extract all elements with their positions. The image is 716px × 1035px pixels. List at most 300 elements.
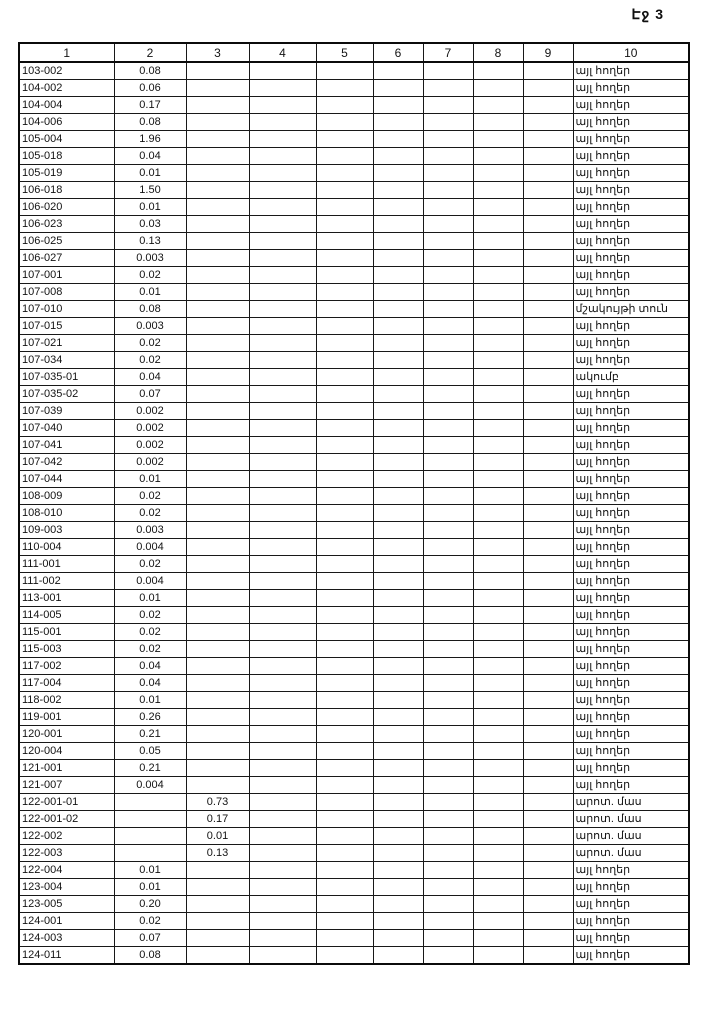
- cell-empty: [423, 590, 473, 607]
- cell-parcel-code: 106-027: [19, 250, 114, 267]
- cell-parcel-code: 113-001: [19, 590, 114, 607]
- cell-empty: [523, 777, 573, 794]
- cell-empty: [473, 437, 523, 454]
- cell-empty: [373, 573, 423, 590]
- cell-area-col3: [186, 896, 249, 913]
- cell-empty: [373, 607, 423, 624]
- table-row: [19, 692, 689, 709]
- table-header-row: [19, 43, 689, 62]
- cell-empty: [423, 148, 473, 165]
- cell-empty: [373, 471, 423, 488]
- cell-empty: [423, 658, 473, 675]
- cell-empty: [249, 182, 316, 199]
- cell-parcel-code: 107-021: [19, 335, 114, 352]
- cell-area-col2: 0.04: [114, 658, 186, 675]
- cell-parcel-code: 106-023: [19, 216, 114, 233]
- cell-empty: [523, 437, 573, 454]
- table-row: [19, 675, 689, 692]
- table-row: [19, 556, 689, 573]
- column-header: 4: [249, 43, 316, 62]
- cell-area-col3: [186, 250, 249, 267]
- cell-empty: [316, 607, 373, 624]
- cell-empty: [373, 505, 423, 522]
- cell-parcel-code: 111-001: [19, 556, 114, 573]
- table-row: [19, 403, 689, 420]
- table-row: [19, 811, 689, 828]
- cell-area-col2: 0.002: [114, 454, 186, 471]
- cell-area-col2: 0.01: [114, 284, 186, 301]
- cell-parcel-code: 122-001-02: [19, 811, 114, 828]
- cell-parcel-code: 103-002: [19, 62, 114, 80]
- cell-parcel-code: 108-010: [19, 505, 114, 522]
- cell-empty: [373, 913, 423, 930]
- table-row: [19, 114, 689, 131]
- cell-empty: [473, 726, 523, 743]
- cell-empty: [316, 488, 373, 505]
- cell-area-col2: 0.02: [114, 335, 186, 352]
- cell-empty: [473, 811, 523, 828]
- cell-empty: [423, 522, 473, 539]
- cell-area-col2: 0.02: [114, 505, 186, 522]
- cell-parcel-code: 107-040: [19, 420, 114, 437]
- cell-parcel-code: 106-018: [19, 182, 114, 199]
- column-header: 8: [473, 43, 523, 62]
- cell-empty: [316, 624, 373, 641]
- cell-empty: [473, 199, 523, 216]
- cell-area-col2: 1.96: [114, 131, 186, 148]
- cell-empty: [249, 624, 316, 641]
- cell-area-col2: 0.003: [114, 522, 186, 539]
- cell-area-col3: [186, 284, 249, 301]
- cell-area-col2: 0.003: [114, 318, 186, 335]
- cell-area-col3: [186, 420, 249, 437]
- table-row: [19, 913, 689, 930]
- cell-empty: [473, 692, 523, 709]
- cell-land-type: այլ հողեր: [573, 913, 689, 930]
- cell-empty: [523, 488, 573, 505]
- cell-land-type: արոտ. մաս: [573, 828, 689, 845]
- cell-empty: [249, 318, 316, 335]
- cell-area-col2: 0.01: [114, 692, 186, 709]
- cell-empty: [373, 930, 423, 947]
- cell-area-col2: 0.02: [114, 488, 186, 505]
- cell-area-col3: [186, 556, 249, 573]
- cell-area-col2: 0.002: [114, 403, 186, 420]
- cell-area-col3: 0.73: [186, 794, 249, 811]
- cell-empty: [373, 420, 423, 437]
- cell-empty: [423, 80, 473, 97]
- cell-empty: [316, 641, 373, 658]
- cell-empty: [523, 284, 573, 301]
- cell-empty: [316, 675, 373, 692]
- cell-empty: [373, 709, 423, 726]
- cell-empty: [249, 777, 316, 794]
- cell-empty: [523, 913, 573, 930]
- cell-area-col3: [186, 97, 249, 114]
- cell-empty: [473, 148, 523, 165]
- cell-empty: [316, 62, 373, 80]
- table-row: [19, 845, 689, 862]
- cell-empty: [473, 233, 523, 250]
- cell-land-type: այլ հողեր: [573, 777, 689, 794]
- cell-parcel-code: 121-007: [19, 777, 114, 794]
- cell-empty: [423, 624, 473, 641]
- cell-parcel-code: 110-004: [19, 539, 114, 556]
- cell-empty: [473, 947, 523, 965]
- cell-area-col3: [186, 454, 249, 471]
- cell-area-col2: 0.17: [114, 97, 186, 114]
- cell-area-col2: 0.03: [114, 216, 186, 233]
- cell-land-type: այլ հողեր: [573, 386, 689, 403]
- cell-empty: [249, 199, 316, 216]
- cell-empty: [423, 777, 473, 794]
- cell-empty: [249, 896, 316, 913]
- cell-empty: [473, 505, 523, 522]
- cell-land-type: այլ հողեր: [573, 692, 689, 709]
- cell-empty: [423, 743, 473, 760]
- cell-land-type: այլ հողեր: [573, 148, 689, 165]
- cell-empty: [316, 896, 373, 913]
- cell-empty: [249, 811, 316, 828]
- cell-empty: [523, 607, 573, 624]
- cell-land-type: այլ հողեր: [573, 437, 689, 454]
- cell-empty: [373, 692, 423, 709]
- cell-area-col2: 0.21: [114, 760, 186, 777]
- cell-land-type: այլ հողեր: [573, 709, 689, 726]
- table-row: [19, 97, 689, 114]
- cell-land-type: արոտ. մաս: [573, 845, 689, 862]
- cell-land-type: այլ հողեր: [573, 556, 689, 573]
- column-header: 2: [114, 43, 186, 62]
- cell-land-type: այլ հողեր: [573, 590, 689, 607]
- cell-area-col3: [186, 930, 249, 947]
- cell-empty: [423, 794, 473, 811]
- cell-area-col3: [186, 148, 249, 165]
- cell-empty: [373, 879, 423, 896]
- cell-land-type: այլ հողեր: [573, 573, 689, 590]
- cell-empty: [316, 726, 373, 743]
- cell-empty: [373, 318, 423, 335]
- cell-land-type: այլ հողեր: [573, 420, 689, 437]
- cell-empty: [523, 199, 573, 216]
- cell-land-type: այլ հողեր: [573, 403, 689, 420]
- cell-land-type: այլ հողեր: [573, 165, 689, 182]
- cell-area-col2: 0.002: [114, 420, 186, 437]
- cell-empty: [473, 760, 523, 777]
- cell-empty: [423, 709, 473, 726]
- cell-empty: [373, 947, 423, 965]
- cell-parcel-code: 104-004: [19, 97, 114, 114]
- cell-empty: [316, 794, 373, 811]
- table-row: [19, 454, 689, 471]
- cell-empty: [473, 80, 523, 97]
- table-row: [19, 896, 689, 913]
- cell-parcel-code: 124-011: [19, 947, 114, 965]
- cell-empty: [373, 97, 423, 114]
- cell-empty: [423, 386, 473, 403]
- cell-empty: [423, 301, 473, 318]
- cell-empty: [373, 811, 423, 828]
- cell-empty: [523, 862, 573, 879]
- cell-empty: [249, 590, 316, 607]
- cell-empty: [316, 437, 373, 454]
- cell-area-col2: 0.01: [114, 199, 186, 216]
- cell-land-type: այլ հողեր: [573, 726, 689, 743]
- cell-land-type: այլ հողեր: [573, 250, 689, 267]
- cell-empty: [316, 335, 373, 352]
- cell-land-type: այլ հողեր: [573, 131, 689, 148]
- cell-empty: [249, 658, 316, 675]
- land-parcel-table: [18, 42, 690, 965]
- cell-empty: [423, 488, 473, 505]
- cell-empty: [316, 930, 373, 947]
- cell-area-col3: [186, 386, 249, 403]
- table-row: [19, 369, 689, 386]
- cell-land-type: այլ հողեր: [573, 335, 689, 352]
- cell-empty: [249, 131, 316, 148]
- page-number-label: Էջ 3: [631, 6, 664, 22]
- cell-area-col2: 0.002: [114, 437, 186, 454]
- cell-land-type: այլ հողեր: [573, 862, 689, 879]
- cell-empty: [473, 352, 523, 369]
- cell-parcel-code: 107-001: [19, 267, 114, 284]
- column-header: 3: [186, 43, 249, 62]
- cell-empty: [373, 335, 423, 352]
- cell-empty: [316, 148, 373, 165]
- cell-empty: [473, 182, 523, 199]
- cell-empty: [423, 199, 473, 216]
- cell-empty: [473, 743, 523, 760]
- table-row: [19, 80, 689, 97]
- cell-empty: [523, 62, 573, 80]
- cell-land-type: արոտ. մաս: [573, 794, 689, 811]
- cell-empty: [316, 284, 373, 301]
- cell-empty: [423, 505, 473, 522]
- cell-empty: [423, 62, 473, 80]
- cell-empty: [249, 352, 316, 369]
- cell-empty: [523, 471, 573, 488]
- table-row: [19, 505, 689, 522]
- cell-empty: [316, 386, 373, 403]
- cell-empty: [249, 607, 316, 624]
- table-row: [19, 335, 689, 352]
- cell-parcel-code: 107-039: [19, 403, 114, 420]
- cell-area-col3: [186, 777, 249, 794]
- cell-empty: [423, 641, 473, 658]
- cell-parcel-code: 117-004: [19, 675, 114, 692]
- cell-area-col2: [114, 811, 186, 828]
- cell-empty: [473, 369, 523, 386]
- cell-land-type: այլ հողեր: [573, 80, 689, 97]
- cell-empty: [373, 828, 423, 845]
- cell-empty: [423, 539, 473, 556]
- cell-empty: [373, 641, 423, 658]
- cell-empty: [523, 301, 573, 318]
- cell-area-col3: [186, 879, 249, 896]
- column-header: 9: [523, 43, 573, 62]
- cell-area-col3: [186, 913, 249, 930]
- cell-empty: [423, 879, 473, 896]
- cell-empty: [523, 182, 573, 199]
- cell-empty: [249, 471, 316, 488]
- cell-area-col2: 0.08: [114, 62, 186, 80]
- cell-land-type: այլ հողեր: [573, 947, 689, 965]
- cell-empty: [316, 760, 373, 777]
- cell-empty: [249, 97, 316, 114]
- table-row: [19, 726, 689, 743]
- cell-empty: [473, 131, 523, 148]
- cell-empty: [373, 165, 423, 182]
- cell-land-type: մշակույթի տուն: [573, 301, 689, 318]
- cell-empty: [249, 284, 316, 301]
- cell-empty: [523, 675, 573, 692]
- cell-empty: [249, 947, 316, 965]
- cell-empty: [373, 199, 423, 216]
- cell-empty: [249, 62, 316, 80]
- cell-area-col2: 0.004: [114, 573, 186, 590]
- cell-empty: [316, 862, 373, 879]
- cell-area-col2: 1.50: [114, 182, 186, 199]
- cell-land-type: այլ հողեր: [573, 641, 689, 658]
- table-row: [19, 624, 689, 641]
- cell-area-col3: 0.01: [186, 828, 249, 845]
- cell-empty: [316, 131, 373, 148]
- cell-empty: [373, 675, 423, 692]
- cell-land-type: այլ հողեր: [573, 522, 689, 539]
- cell-area-col2: 0.06: [114, 80, 186, 97]
- cell-parcel-code: 108-009: [19, 488, 114, 505]
- cell-area-col3: [186, 726, 249, 743]
- cell-land-type: այլ հողեր: [573, 471, 689, 488]
- cell-land-type: այլ հողեր: [573, 607, 689, 624]
- cell-parcel-code: 123-005: [19, 896, 114, 913]
- cell-empty: [373, 216, 423, 233]
- cell-empty: [423, 675, 473, 692]
- cell-empty: [423, 369, 473, 386]
- table-row: [19, 862, 689, 879]
- cell-area-col3: [186, 862, 249, 879]
- cell-area-col2: 0.08: [114, 947, 186, 965]
- cell-parcel-code: 107-044: [19, 471, 114, 488]
- cell-empty: [473, 862, 523, 879]
- cell-land-type: այլ հողեր: [573, 505, 689, 522]
- cell-empty: [249, 522, 316, 539]
- cell-empty: [316, 165, 373, 182]
- cell-empty: [316, 301, 373, 318]
- cell-empty: [249, 250, 316, 267]
- cell-land-type: այլ հողեր: [573, 624, 689, 641]
- cell-area-col2: 0.004: [114, 777, 186, 794]
- cell-empty: [373, 182, 423, 199]
- cell-area-col2: 0.01: [114, 471, 186, 488]
- cell-empty: [523, 454, 573, 471]
- cell-area-col3: [186, 743, 249, 760]
- cell-area-col2: 0.04: [114, 369, 186, 386]
- cell-land-type: այլ հողեր: [573, 114, 689, 131]
- cell-empty: [373, 62, 423, 80]
- table-row: [19, 930, 689, 947]
- cell-empty: [423, 862, 473, 879]
- cell-area-col3: [186, 505, 249, 522]
- cell-empty: [473, 488, 523, 505]
- cell-parcel-code: 107-041: [19, 437, 114, 454]
- column-header: 1: [19, 43, 114, 62]
- cell-empty: [473, 403, 523, 420]
- cell-empty: [249, 114, 316, 131]
- cell-area-col3: [186, 131, 249, 148]
- cell-land-type: այլ հողեր: [573, 216, 689, 233]
- cell-area-col3: 0.13: [186, 845, 249, 862]
- cell-empty: [523, 947, 573, 965]
- cell-empty: [523, 114, 573, 131]
- cell-area-col3: [186, 62, 249, 80]
- cell-empty: [249, 216, 316, 233]
- cell-empty: [316, 182, 373, 199]
- table-row: [19, 62, 689, 80]
- cell-empty: [473, 709, 523, 726]
- cell-parcel-code: 119-001: [19, 709, 114, 726]
- cell-empty: [316, 352, 373, 369]
- cell-empty: [249, 845, 316, 862]
- cell-parcel-code: 105-019: [19, 165, 114, 182]
- cell-area-col2: 0.02: [114, 607, 186, 624]
- cell-parcel-code: 107-035-02: [19, 386, 114, 403]
- column-header: 10: [573, 43, 689, 62]
- cell-empty: [249, 709, 316, 726]
- cell-empty: [373, 403, 423, 420]
- cell-area-col2: 0.04: [114, 148, 186, 165]
- cell-empty: [373, 284, 423, 301]
- column-header: 6: [373, 43, 423, 62]
- cell-empty: [316, 97, 373, 114]
- table-row: [19, 573, 689, 590]
- cell-empty: [249, 437, 316, 454]
- cell-empty: [373, 862, 423, 879]
- cell-empty: [316, 318, 373, 335]
- cell-empty: [523, 369, 573, 386]
- cell-empty: [473, 913, 523, 930]
- cell-empty: [523, 539, 573, 556]
- cell-land-type: այլ հողեր: [573, 488, 689, 505]
- cell-empty: [249, 386, 316, 403]
- cell-empty: [316, 590, 373, 607]
- cell-empty: [523, 743, 573, 760]
- cell-parcel-code: 115-003: [19, 641, 114, 658]
- table-row: [19, 284, 689, 301]
- cell-area-col3: [186, 216, 249, 233]
- cell-empty: [316, 199, 373, 216]
- cell-empty: [523, 573, 573, 590]
- cell-area-col2: 0.02: [114, 352, 186, 369]
- cell-area-col2: 0.01: [114, 590, 186, 607]
- table-row: [19, 420, 689, 437]
- cell-empty: [473, 62, 523, 80]
- cell-empty: [423, 420, 473, 437]
- cell-empty: [473, 284, 523, 301]
- cell-empty: [373, 437, 423, 454]
- column-header: 7: [423, 43, 473, 62]
- cell-empty: [423, 930, 473, 947]
- cell-empty: [373, 726, 423, 743]
- cell-empty: [473, 335, 523, 352]
- cell-empty: [523, 522, 573, 539]
- cell-empty: [473, 454, 523, 471]
- cell-empty: [249, 760, 316, 777]
- cell-empty: [316, 114, 373, 131]
- cell-empty: [473, 471, 523, 488]
- table-row: [19, 216, 689, 233]
- cell-empty: [473, 828, 523, 845]
